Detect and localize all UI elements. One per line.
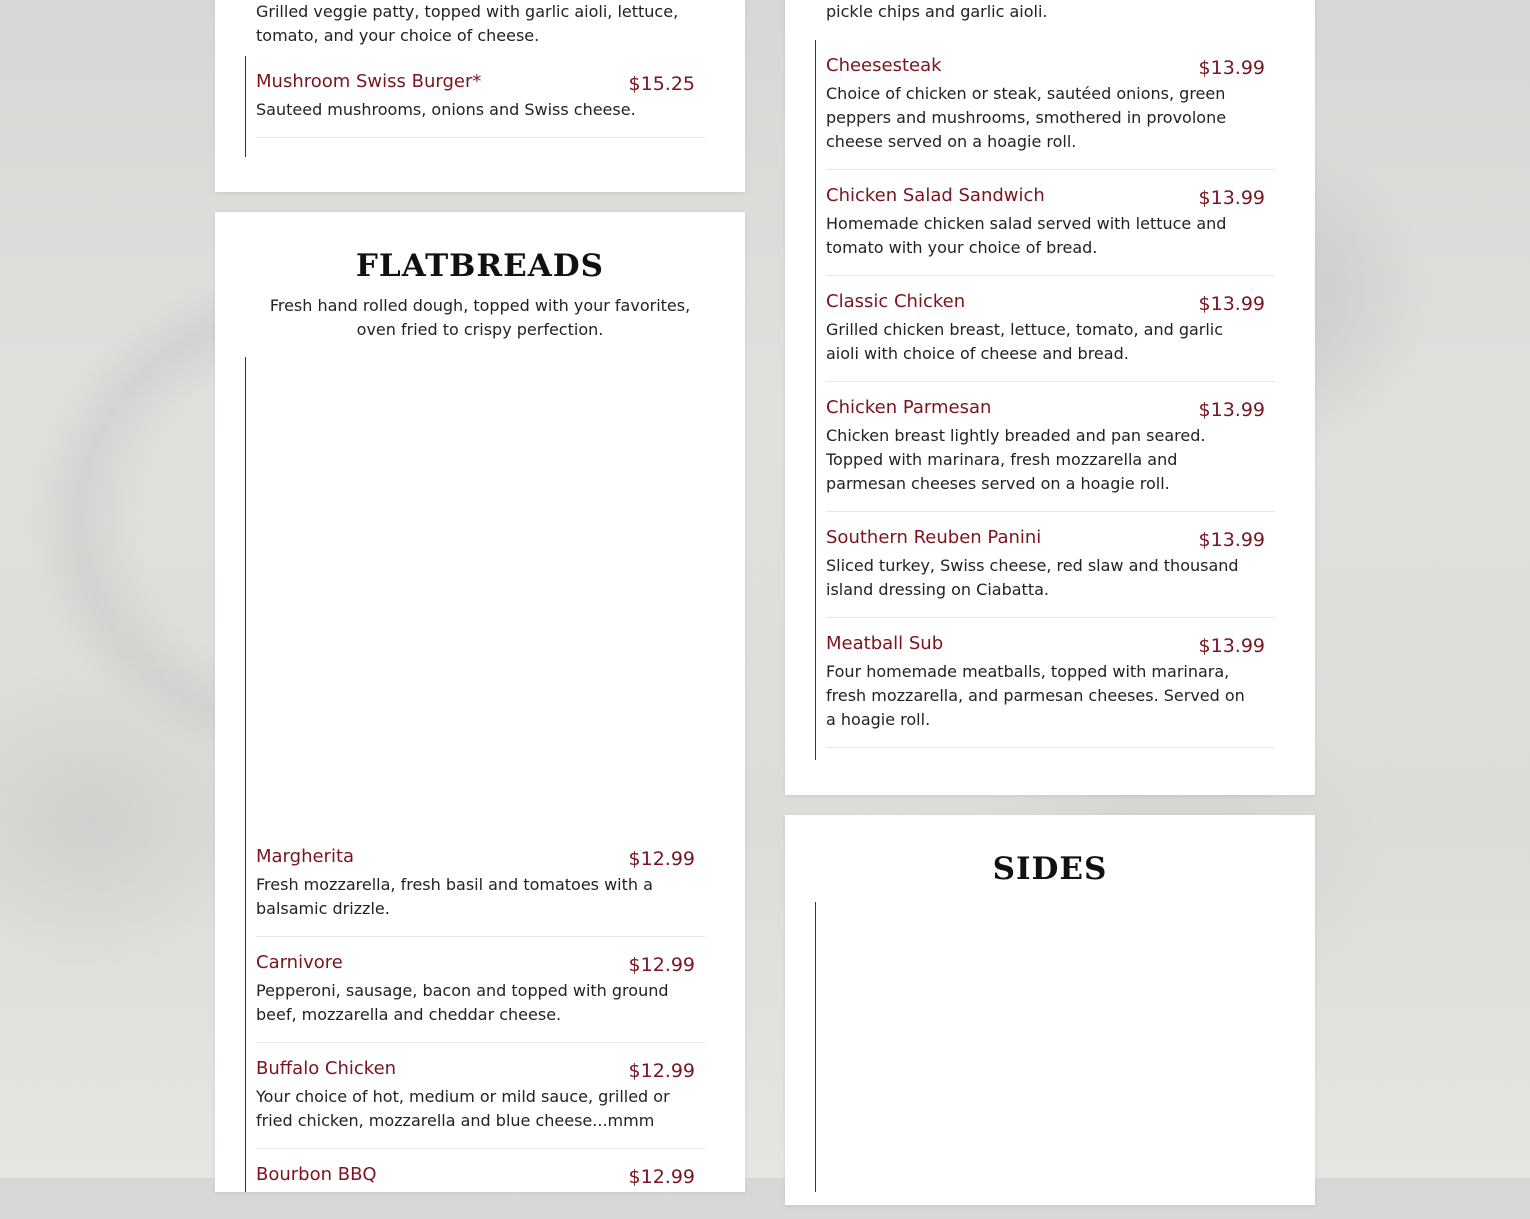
item-title: Classic Chicken	[826, 291, 966, 312]
item-title: Meatball Sub	[826, 633, 944, 654]
item-title: Margherita	[256, 846, 355, 867]
menu-item-classic-chicken	[826, 276, 1275, 382]
item-title: Mushroom Swiss Burger*	[256, 71, 482, 92]
item-title: Chicken Salad Sandwich	[826, 185, 1045, 206]
menu-item-southern-reuben-panini	[826, 512, 1275, 618]
item-price: $12.99	[628, 1166, 695, 1188]
burgers-card	[215, 0, 745, 192]
menu-item-mushroom-swiss-burger	[256, 56, 705, 138]
item-title: Buffalo Chicken	[256, 1058, 397, 1079]
item-description: Choice of chicken or steak, sautéed onions, green peppers and mushrooms, smothered in provolone cheese served on a hoagie roll.	[826, 84, 1227, 151]
item-title: Cheesesteak	[826, 55, 942, 76]
menu-item-chicken-salad-sandwich	[826, 170, 1275, 276]
item-description: Grilled chicken breast, lettuce, tomato, and garlic aioli with choice of cheese and bread.	[826, 320, 1224, 363]
item-description: Sliced turkey, Swiss cheese, red slaw and thousand island dressing on Ciabatta.	[826, 556, 1239, 599]
menu-item-cheesesteak	[826, 40, 1275, 170]
item-price: $13.99	[1198, 635, 1265, 657]
previous-item-description: pickle chips and garlic aioli.	[826, 2, 1048, 21]
menu-item-margherita	[256, 831, 705, 937]
section-title-sides: SIDES	[992, 851, 1108, 887]
section-description-flatbreads: Fresh hand rolled dough, topped with your favorites, oven fried to crispy perfection.	[269, 296, 691, 339]
item-description: Four homemade meatballs, topped with marinara, fresh mozzarella, and parmesan cheeses. Served on a hoagie roll.	[826, 662, 1245, 729]
item-title: Bourbon BBQ	[256, 1164, 377, 1185]
menu-item-bourbon-bbq	[256, 1149, 705, 1219]
sandwiches-card	[785, 0, 1315, 795]
sandwiches-list	[815, 40, 1275, 760]
item-description: Chicken breast lightly breaded and pan seared. Topped with marinara, fresh mozzarella and parmesan cheeses served on a hoagie roll.	[826, 426, 1206, 493]
item-title: Southern Reuben Panini	[826, 527, 1042, 548]
item-price: $13.99	[1198, 293, 1265, 315]
item-price: $13.99	[1198, 529, 1265, 551]
item-price: $13.99	[1198, 187, 1265, 209]
item-price: $12.99	[628, 1060, 695, 1082]
flatbread-image-placeholder	[256, 357, 705, 831]
item-price: $15.25	[628, 73, 695, 95]
item-price: $12.99	[628, 954, 695, 976]
item-price: $13.99	[1198, 399, 1265, 421]
flatbreads-card	[215, 212, 745, 1192]
flatbreads-list	[245, 357, 705, 1192]
section-title-flatbreads: FLATBREADS	[355, 248, 605, 284]
item-description: Homemade chicken salad served with lettuce and tomato with your choice of bread.	[826, 214, 1227, 257]
item-title: Chicken Parmesan	[826, 397, 992, 418]
item-description: Fresh mozzarella, fresh basil and tomatoes with a balsamic drizzle.	[256, 875, 653, 918]
veggie-burger-description: Grilled veggie patty, topped with garlic aioli, lettuce, tomato, and your choice of cheese.	[256, 2, 679, 45]
item-price: $12.99	[628, 848, 695, 870]
item-description: Your choice of hot, medium or mild sauce, grilled or fried chicken, mozzarella and blue cheese...mmm	[256, 1087, 670, 1130]
sides-card	[785, 815, 1315, 1205]
item-title: Carnivore	[256, 952, 343, 973]
menu-item-meatball-sub	[826, 618, 1275, 748]
menu-item-chicken-parmesan	[826, 382, 1275, 512]
menu-item-buffalo-chicken	[256, 1043, 705, 1149]
item-price: $13.99	[1198, 57, 1265, 79]
item-description: Pepperoni, sausage, bacon and topped with ground beef, mozzarella and cheddar cheese.	[256, 981, 669, 1024]
sides-list-border	[815, 902, 816, 1192]
menu-item-carnivore	[256, 937, 705, 1043]
burgers-list	[245, 56, 705, 157]
item-description: Sauteed mushrooms, onions and Swiss cheese.	[256, 100, 636, 119]
